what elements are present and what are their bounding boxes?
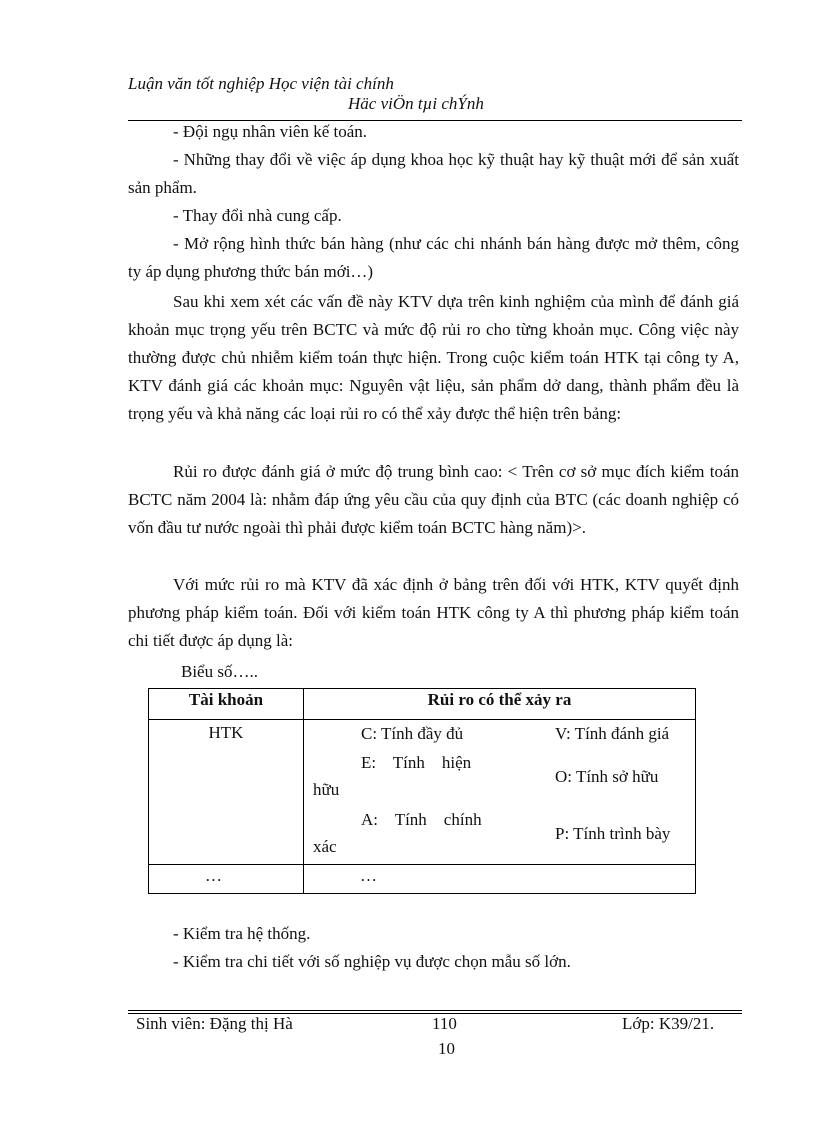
footer-page-number-secondary: 10: [438, 1039, 455, 1058]
risk-ownership: O: Tính sở hữu: [555, 767, 659, 786]
risk-existence-line1: E: Tính hiện: [361, 753, 472, 772]
risk-cell: [304, 720, 696, 865]
table-caption: Biểu số…..: [181, 662, 258, 681]
footer-student-name: Sinh viên: Đặng thị Hà: [136, 1014, 293, 1033]
bullet-detail-test: - Kiểm tra chi tiết với số nghiệp vụ được chọn mẫu số lớn.: [173, 952, 571, 971]
table-row: [149, 720, 696, 865]
footer-rule-top: [128, 1010, 742, 1011]
table-row: [149, 865, 696, 894]
bullet-accounting-staff: - Đội ngụ nhân viên kế toán.: [173, 122, 368, 141]
running-header-title: Luận văn tốt nghiệp Học viện tài chính: [128, 74, 394, 93]
risk-presentation: P: Tính trình bày: [555, 824, 671, 843]
table-header-row: [149, 689, 696, 720]
bullet-supplier-change: - Thay đổi nhà cung cấp.: [173, 206, 342, 225]
paragraph-risk-level: Rủi ro được đánh giá ở mức độ trung bình cao: < Trên cơ sở mục đích kiểm toán BCTC năm 2004 là: nhằm đáp ứng yêu cầu của quy định của BTC (các doanh nghiệp có vốn đầu tư nước ngoài thì phải được kiểm toán BCTC hàng năm)>.: [128, 462, 739, 537]
bullet-system-test: - Kiểm tra hệ thống.: [173, 924, 311, 943]
ellipsis-account-cell: …: [149, 865, 304, 894]
bullet-technology-changes: - Những thay đổi về việc áp dụng khoa học kỹ thuật hay kỹ thuật mới để sản xuất sản phẩm.: [128, 150, 739, 197]
bullet-sales-expansion: - Mở rộng hình thức bán hàng (như các chi nhánh bán hàng được mở thêm, công ty áp dụng phương thức bán mới…): [128, 234, 739, 281]
column-header-account: Tài khoản: [149, 689, 304, 720]
account-cell: HTK: [149, 720, 304, 865]
risk-valuation: V: Tính đánh giá: [555, 724, 670, 743]
risk-table: [148, 688, 696, 894]
ellipsis-risk-cell: …: [304, 865, 696, 894]
running-header-subtitle: Häc viÖn tµi chÝnh: [348, 94, 484, 113]
risk-existence-line2: hữu: [313, 780, 340, 799]
paragraph-risk-assessment: Sau khi xem xét các vấn đề này KTV dựa trên kinh nghiệm của mình để đánh giá khoản mục trọng yếu trên BCTC và mức độ rủi ro cho từng khoản mục. Công việc này thường được chủ nhiễm kiểm toán thực hiện. Trong cuộc kiểm toán HTK tại công ty A, KTV đánh giá các khoản mục: Nguyên vật liệu, sản phẩm dở dang, thành phẩm đều là trọng yếu và khả năng các loại rủi ro có thể xảy được thể hiện trên bảng:: [128, 292, 739, 423]
risk-accuracy-line2: xác: [313, 837, 337, 856]
footer-page-number: 110: [432, 1014, 457, 1033]
footer-class: Lớp: K39/21.: [622, 1014, 715, 1033]
column-header-risk: Rủi ro có thể xảy ra: [304, 689, 696, 720]
risk-completeness: C: Tính đầy đủ: [361, 724, 464, 743]
risk-accuracy-line1: A: Tính chính: [361, 810, 482, 829]
paragraph-audit-method: Với mức rủi ro mà KTV đã xác định ở bảng trên đối với HTK, KTV quyết định phương pháp kiểm toán. Đối với kiểm toán HTK công ty A thì phương pháp kiểm toán chi tiết được áp dụng là:: [128, 575, 739, 650]
